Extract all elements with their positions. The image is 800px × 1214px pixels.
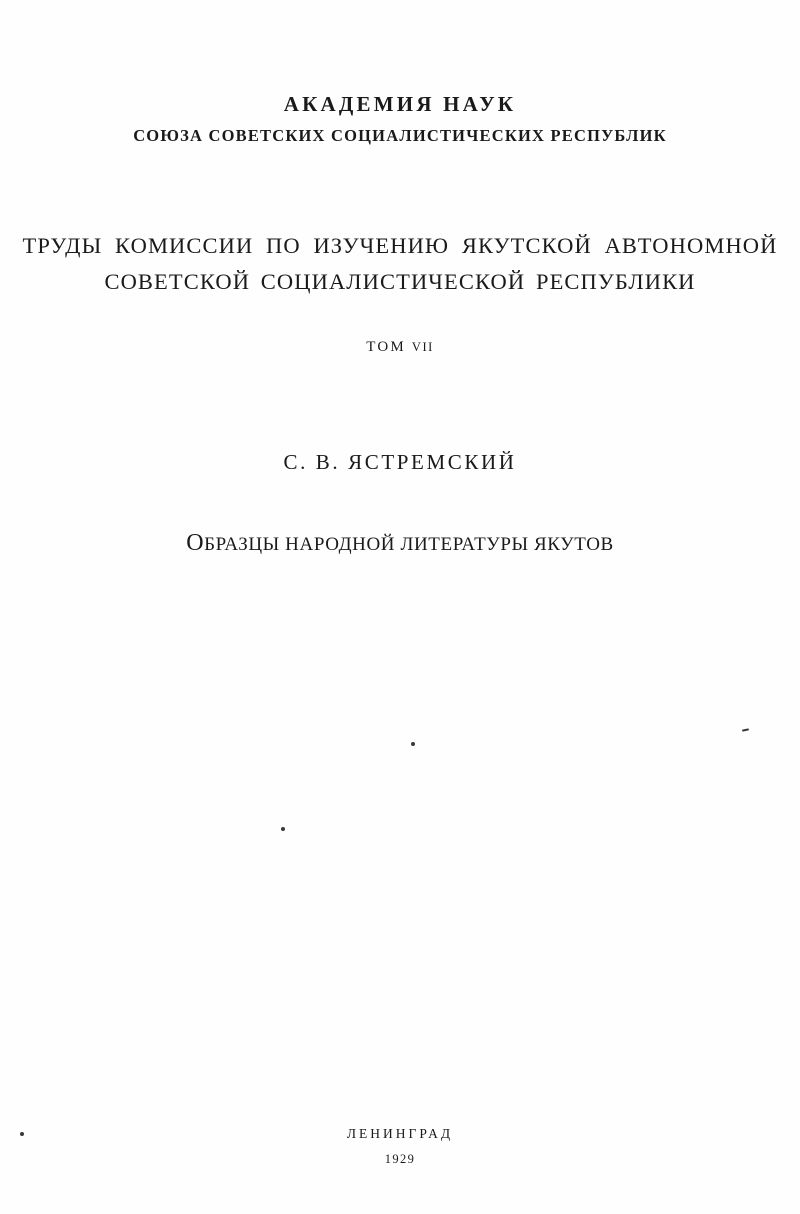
- scan-speck-icon: [411, 742, 415, 746]
- academy-name-line: АКАДЕМИЯ НАУК: [283, 92, 517, 116]
- scan-speck-icon: [742, 728, 749, 731]
- scan-speck-icon: [281, 827, 285, 831]
- work-title-initial: О: [186, 530, 205, 556]
- series-title: [0, 228, 800, 300]
- work-title: [0, 530, 800, 557]
- imprint-year: 1929: [384, 1152, 416, 1166]
- volume-label: ТОМ: [366, 339, 406, 355]
- work-title-rest: БРАЗЦЫ НАРОДНОЙ ЛИТЕРАТУРЫ ЯКУТОВ: [204, 534, 614, 555]
- series-title-line-1: ТРУДЫ КОМИССИИ ПО ИЗУЧЕНИЮ ЯКУТСКОЙ АВТОНОМНОЙ: [22, 233, 778, 258]
- author-name: С. В. ЯСТРЕМСКИЙ: [283, 450, 517, 474]
- imprint-city: ЛЕНИНГРАД: [346, 1126, 454, 1141]
- series-title-line-2: СОВЕТСКОЙ СОЦИАЛИСТИЧЕСКОЙ РЕСПУБЛИКИ: [104, 269, 696, 294]
- academy-subtitle-line: СОЮЗА СОВЕТСКИХ СОЦИАЛИСТИЧЕСКИХ РЕСПУБЛИК: [133, 126, 667, 145]
- volume-number: VII: [411, 340, 434, 354]
- volume-designation: [0, 339, 800, 356]
